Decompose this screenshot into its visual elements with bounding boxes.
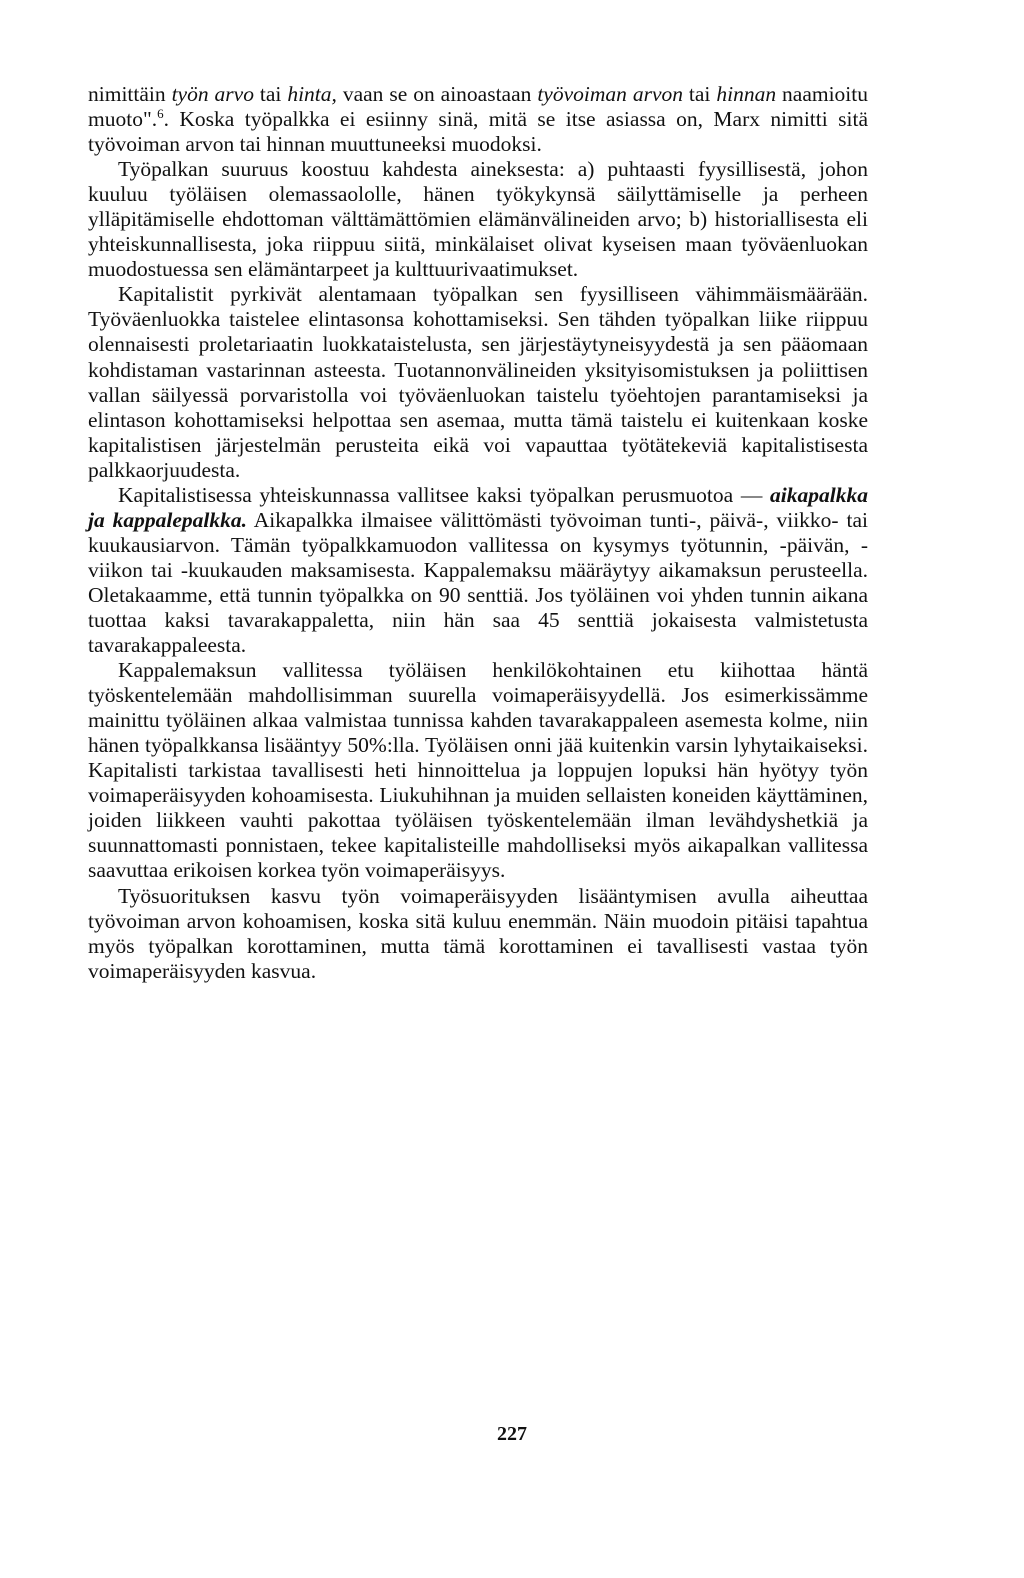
page-number: 227	[497, 1423, 527, 1445]
p1-seg-10: . Koska työpalkka ei esiinny sinä, mitä se itse asiassa on, Marx nimitti sitä työvoiman arvon tai hinnan muuttuneeksi muodoksi.	[88, 107, 868, 157]
p1-seg-8: naamioitu muoto".	[88, 82, 869, 132]
p4-seg-0: Kapitalistisessa yhteiskunnassa vallitsee kaksi työpalkan perusmuotoa —	[118, 482, 771, 507]
p6-seg-0: Työsuorituksen kasvu työn voimaperäisyyden lisääntymisen avulla aiheuttaa työvoiman arvon kohoamisen, koska sitä kuluu enemmän. Näin muodoin pitäisi tapahtua myös työpalkan korottaminen, mutta tämä korottaminen ei tavallisesti vastaa työn voimaperäisyyden kasvua.	[88, 883, 868, 983]
p4-seg-2: Aikapalkka ilmaisee välittömästi työvoiman tunti-, päivä-, viikko- tai kuukausiarvon. Tämän työpalkkamuodon vallitessa on kysymys työtunnin, -päivän, -viikon tai -kuukauden maksamisesta. Kappalemaksu määräytyy aikamaksun perusteella. Oletakaamme, että tunnin työpalkka on 90 senttiä. Jos työläinen voi yhden tunnin aikana tuottaa kaksi tavarakappaletta, niin hän saa 45 senttiä jokaisesta valmistetusta tavarakappaleesta.	[88, 507, 868, 658]
p2-seg-0: Työpalkan suuruus koostuu kahdesta aineksesta: a) puhtaasti fyysillisestä, johon kuuluu työläisen olemassaololle, hänen työkykynsä säilyttämiselle ja perheen ylläpitämiselle ehdottoman välttämättömien elämänvälineiden arvo; b) historiallisesta eli yhteiskunnallisesta, joka riippuu siitä, minkälaiset olivat kyseisen maan työväenluokan muodostuessa sen elämäntarpeet ja kulttuurivaatimukset.	[88, 157, 868, 282]
p1-seg-5: työvoiman arvon	[537, 82, 683, 106]
p3-seg-0: Kapitalistit pyrkivät alentamaan työpalkan sen fyysilliseen vähimmäismäärään. Työväenluokka taistelee elintasonsa kohottamiseksi. Sen tähden työpalkan liike riippuu olennaisesti proletariaatin luokkataistelusta, sen järjestäytyneisyydestä ja sen pääomaan kohdistaman vastarinnan asteesta. Tuotannonvälineiden yksityisomistuksen ja poliittisen vallan säilyessä porvaristolla voi työväenluokan taistelu työehtojen parantamiseksi ja elintason kohottamiseksi helpottaa sen asemaa, mutta tämä taistelu ei kuitenkaan koske kapitalistisen järjestelmän perusteita eikä voi vapauttaa työtätekeviä kapitalistisesta palkkaorjuudesta.	[88, 282, 868, 482]
p1-seg-2: tai	[253, 82, 288, 106]
p4-seg-1: aikapalkka ja kappalepalkka.	[88, 482, 868, 532]
paragraph-4	[88, 483, 868, 658]
p5-seg-0: Kappalemaksun vallitessa työläisen henkilökohtainen etu kiihottaa häntä työskentelemään mahdollisimman suurella voimaperäisyydellä. Jos esimerkissämme mainittu työläinen alkaa valmistaa tunnissa kahden tavarakappaleen asemesta kolme, niin hänen työpalkkansa lisääntyy 50%:lla. Työläisen onni jää kuitenkin varsin lyhytaikaiseksi. Kapitalisti tarkistaa tavallisesti heti hinnoittelua ja loppujen lopuksi hän hyötyy työn voimaperäisyyden kohoamisesta. Liukuhihnan ja muiden sellaisten koneiden käyttäminen, joiden liikkeen vauhti pakottaa työläisen työskentelemään ilman levähdyshetkiä ja suunnattomasti ponnistaen, tekee kapitalisteille mahdolliseksi myös aikapalkan vallitessa saavuttaa erikoisen korkea työn voimaperäisyys.	[88, 658, 868, 883]
p1-seg-4: vaan se on ainoastaan	[336, 82, 538, 106]
paragraph-5	[88, 658, 868, 883]
paragraph-2	[88, 157, 868, 282]
paragraph-6	[88, 884, 868, 984]
p1-seg-6: tai	[682, 82, 717, 106]
p1-seg-0: nimittäin	[88, 82, 172, 106]
paragraph-3	[88, 282, 868, 482]
p1-seg-7: hinnan	[716, 82, 777, 106]
p1-seg-3: hinta,	[287, 82, 337, 106]
page-body	[88, 82, 868, 984]
paragraph-1	[88, 82, 868, 157]
footnote-ref-6: 6	[157, 105, 164, 121]
p1-seg-1: työn arvo	[171, 82, 254, 106]
